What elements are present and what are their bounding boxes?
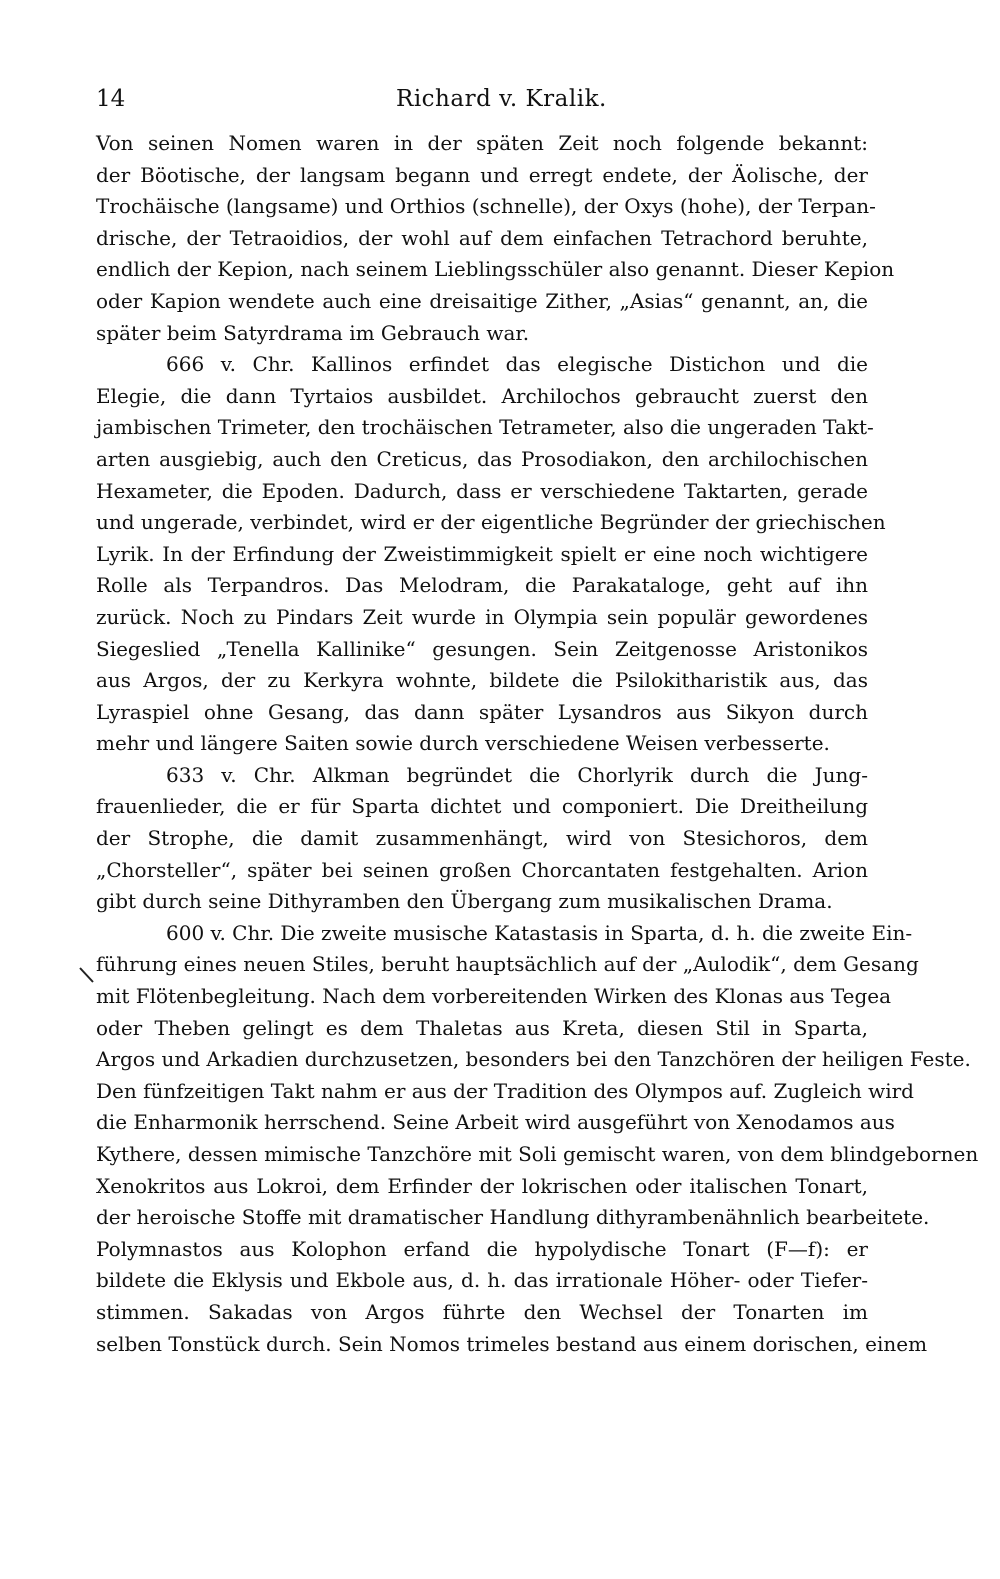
text-line: Kythere, dessen mimische Tanzchöre mit Soli gemischt waren, von dem blindgebornen — [96, 1142, 979, 1166]
text-line: Lyrik. In der Erfindung der Zweistimmigkeit spielt er eine noch wichtigere — [96, 541, 868, 566]
text-line: zurück. Noch zu Pindars Zeit wurde in Olympia sein populär gewordenes — [96, 604, 868, 629]
text-line: bildete die Eklysis und Ekbole aus, d. h. das irrationale Höher- oder Tiefer- — [96, 1268, 868, 1293]
text-line: Hexameter, die Epoden. Dadurch, dass er verschiedene Taktarten, gerade — [96, 478, 868, 503]
text-line: frauenlieder, die er für Sparta dichtet und componiert. Die Dreitheilung — [96, 794, 868, 819]
text-line: 666 v. Chr. Kallinos erfindet das elegische Distichon und die — [166, 352, 868, 377]
page-header — [96, 84, 868, 114]
text-line: 600 v. Chr. Die zweite musische Katastasis in Sparta, d. h. die zweite Ein- — [166, 920, 913, 945]
text-line: gibt durch seine Dithyramben den Übergang zum musikalischen Drama. — [96, 889, 833, 914]
text-line: der Strophe, die damit zusammenhängt, wird von Stesichoros, dem — [96, 826, 868, 851]
text-line: Siegeslied „Tenella Kallinike“ gesungen. Sein Zeitgenosse Aristonikos — [96, 636, 868, 661]
text-line: drische, der Tetraoidios, der wohl auf dem einfachen Tetrachord beruhte, — [96, 225, 868, 250]
text-line: mehr und längere Saiten sowie durch verschiedene Weisen verbesserte. — [96, 731, 830, 756]
text-line: Von seinen Nomen waren in der späten Zeit noch folgende bekannt: — [96, 131, 868, 155]
text-line: führung eines neuen Stiles, beruht hauptsächlich auf der „Aulodik“, dem Gesang — [96, 952, 919, 977]
page-number: 14 — [96, 86, 126, 112]
text-line: Elegie, die dann Tyrtaios ausbildet. Archilochos gebraucht zuerst den — [96, 383, 868, 408]
body-text — [96, 128, 979, 1360]
text-line: Trochäische (langsame) und Orthios (schnelle), der Oxys (hohe), der Terpan- — [96, 194, 876, 219]
text-line: 633 v. Chr. Alkman begründet die Chorlyrik durch die Jung- — [166, 762, 868, 787]
text-line: mit Flötenbegleitung. Nach dem vorbereitenden Wirken des Klonas aus Tegea — [96, 984, 892, 1009]
text-line: arten ausgiebig, auch den Creticus, das Prosodiakon, den archilochischen — [96, 446, 868, 471]
text-line: Den fünfzeitigen Takt nahm er aus der Tradition des Olympos auf. Zugleich wird — [96, 1078, 914, 1103]
margin-mark — [78, 966, 96, 984]
text-line: oder Kapion wendete auch eine dreisaitige Zither, „Asias“ genannt, an, die — [96, 288, 868, 313]
text-line: endlich der Kepion, nach seinem Lieblingsschüler also genannt. Dieser Kepion — [96, 257, 895, 282]
text-line: aus Argos, der zu Kerkyra wohnte, bildete die Psilokitharistik aus, das — [96, 668, 868, 693]
text-line: Argos und Arkadien durchzusetzen, besonders bei den Tanzchören der heiligen Feste. — [96, 1047, 971, 1072]
text-line: der heroische Stoffe mit dramatischer Handlung dithyrambenähnlich bearbeitete. — [96, 1205, 930, 1230]
text-line: Lyraspiel ohne Gesang, das dann später Lysandros aus Sikyon durch — [96, 699, 868, 724]
text-line: selben Tonstück durch. Sein Nomos trimeles bestand aus einem dorischen, einem — [96, 1331, 928, 1356]
text-line: Xenokritos aus Lokroi, dem Erfinder der lokrischen oder italischen Tonart, — [96, 1173, 868, 1198]
text-line: der Böotische, der langsam begann und erregt endete, der Äolische, der — [96, 162, 868, 187]
text-line: jambischen Trimeter, den trochäischen Tetrameter, also die ungeraden Takt- — [96, 415, 874, 440]
text-line: und ungerade, verbindet, wird er der eigentliche Begründer der griechischen — [96, 510, 886, 535]
text-line: oder Theben gelingt es dem Thaletas aus Kreta, diesen Stil in Sparta, — [96, 1015, 868, 1040]
text-line: stimmen. Sakadas von Argos führte den Wechsel der Tonarten im — [96, 1299, 868, 1324]
text-line: Polymnastos aus Kolophon erfand die hypolydische Tonart (F—f): er — [96, 1236, 868, 1261]
running-head: Richard v. Kralik. — [396, 86, 607, 112]
text-line: die Enharmonik herrschend. Seine Arbeit wird ausgeführt von Xenodamos aus — [96, 1110, 895, 1135]
text-line: Rolle als Terpandros. Das Melodram, die Parakataloge, geht auf ihn — [96, 573, 868, 598]
text-line: „Chorsteller“, später bei seinen großen Chorcantaten festgehalten. Arion — [96, 857, 868, 882]
text-line: später beim Satyrdrama im Gebrauch war. — [96, 320, 530, 345]
